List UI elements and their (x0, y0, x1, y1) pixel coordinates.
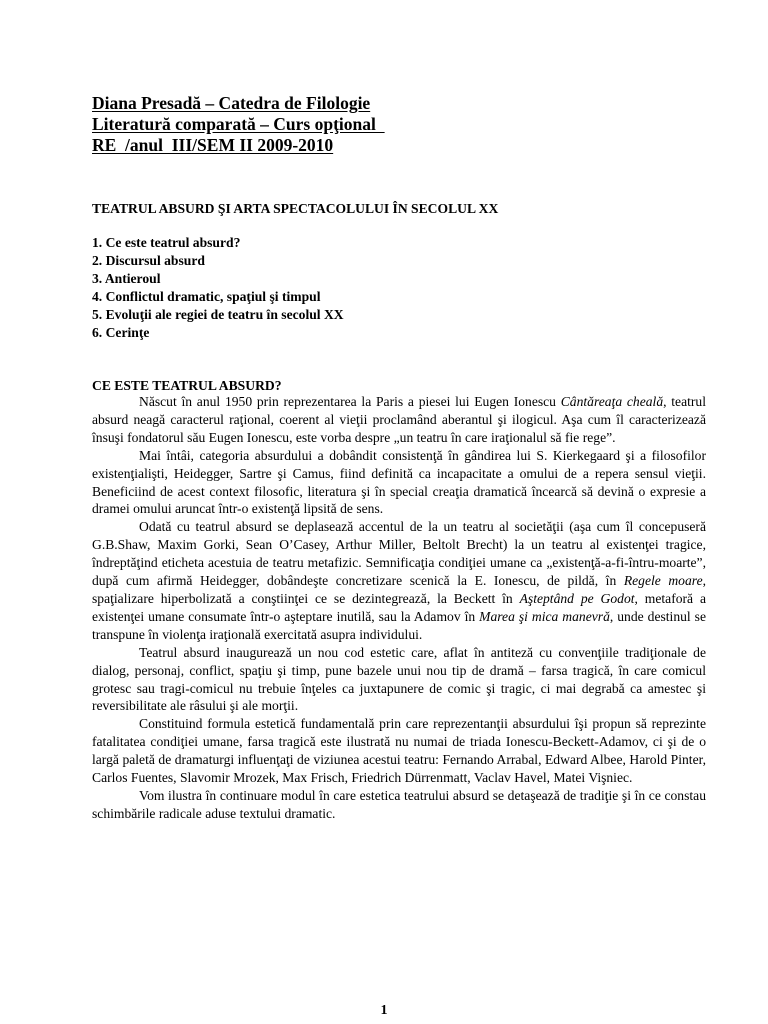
text-run: , metaforă a existenţei umane consumate într-o aşteptare inutilă, sau la Adamov în (92, 590, 706, 624)
paragraph-5: Constituind formula estetică fundamentală prin care reprezentanţii absurdului îşi propun să reprezinte fatalitatea condiţiei umane, farsa tragică este ilustrată nu numai de triada Ionescu-Beckett-Adamov, ci şi de o largă paletă de dramaturgi influenţaţi de viziunea acestui teatru: Fernando Arrabal, Edward Albee, Harold Pinter, Carlos Fuentes, Slavomir Mrozek, Max Frisch, Friedrich Dürrenmatt, Vaclav Havel, Matei Vişniec. (92, 716, 706, 786)
paragraph-6: Vom ilustra în continuare modul în care estetica teatrului absurd se detaşează de tradiţie şi în ce constau schimbările radicale aduse textului dramatic. (92, 787, 706, 821)
table-of-contents (92, 234, 692, 342)
toc-item: 1. Ce este teatrul absurd? (92, 235, 241, 250)
text-run: Născut în anul 1950 prin reprezentarea la Paris a piesei lui Eugen Ionescu (139, 394, 561, 409)
text-run: Odată cu teatrul absurd se deplasează accentul de la un teatru al societăţii (aşa cum îl concepuseră G.B.Shaw, Maxim Gorki, Sean O’Casey, Arthur Miller, Beltolt Brecht) la un teatru al existenţei tragice, îndreptăţind eticheta acestuia de teatru metafizic. Semnificaţia condiţiei umane ca „existenţă-a-fi-întru-moarte”, după cum afirmă Heidegger, dobândeşte concretizare scenică la E. Ionescu, de pildă, în (92, 519, 706, 589)
text-run: , unde destinul se transpune în violenţa iraţională exercitată asupra individului. (92, 608, 707, 642)
text-run: , teatrul absurd neagă caracterul raţional, coerent al vieţii proclamând aberantul şi ilogicul. Aşa cum îl caracterizează însuşi fondatorul său Eugen Ionescu, este vorba despre „un teatru în care iraţionalul să fie rege”. (92, 394, 706, 445)
header-year-line: RE /anul III/SEM II 2009-2010 (92, 135, 334, 155)
play-title: Aşteptând pe Godot (519, 590, 635, 606)
paragraph-2: Mai întâi, categoria absurdului a dobândit consistenţă în gândirea lui S. Kierkegaard şi a filosofilor existenţialişti, Heidegger, Sartre şi Camus, fiind definită ca incapacitate a omului de a repera sensul vieţii. Beneficiind de acest context filosofic, literatura şi în special creaţia dramatică încearcă să devină o expresie a dramei omului aruncat într-o existenţă lipsită de sens. (92, 447, 706, 517)
section-heading: CE ESTE TEATRUL ABSURD? (92, 378, 282, 393)
document-header (92, 93, 692, 156)
paragraph-1 (92, 393, 706, 447)
page-number: 1 (380, 1003, 388, 1018)
header-author-line: Diana Presadă – Catedra de Filologie (92, 93, 371, 113)
toc-item: 5. Evoluţii ale regiei de teatru în secolul XX (92, 307, 344, 322)
header-course-line: Literatură comparată – Curs opţional (92, 114, 385, 134)
toc-item: 3. Antieroul (92, 271, 161, 286)
text-run: , spaţializare hiperbolizată a conştiinţei ce se dezintegrează, la Beckett în (92, 573, 707, 606)
paragraph-3 (92, 518, 706, 643)
body-text (92, 393, 706, 823)
document-title: TEATRUL ABSURD ŞI ARTA SPECTACOLULUI ÎN SECOLUL XX (92, 201, 499, 216)
toc-item: 2. Discursul absurd (92, 253, 205, 268)
play-title: Marea şi mica manevră (479, 608, 610, 624)
play-title: Regele moare (623, 573, 703, 589)
toc-item: 4. Conflictul dramatic, spaţiul şi timpul (92, 289, 321, 304)
play-title: Cântăreaţa cheală (560, 394, 664, 409)
paragraph-4: Teatrul absurd inaugurează un nou cod estetic care, aflat în antiteză cu convenţiile tradiţionale de dialog, personaj, conflict, spaţiu şi timp, pune bazele unui nou tip de dramă – farsa tragică, în care comicul grotesc sau tragi-comicul nu trebuie înţeles ca juxtapunere de comic şi tragic, ci mai degrabă ca amestec şi reversibilitate ale râsului şi ale morţii. (92, 644, 706, 714)
toc-item: 6. Cerinţe (92, 325, 150, 340)
